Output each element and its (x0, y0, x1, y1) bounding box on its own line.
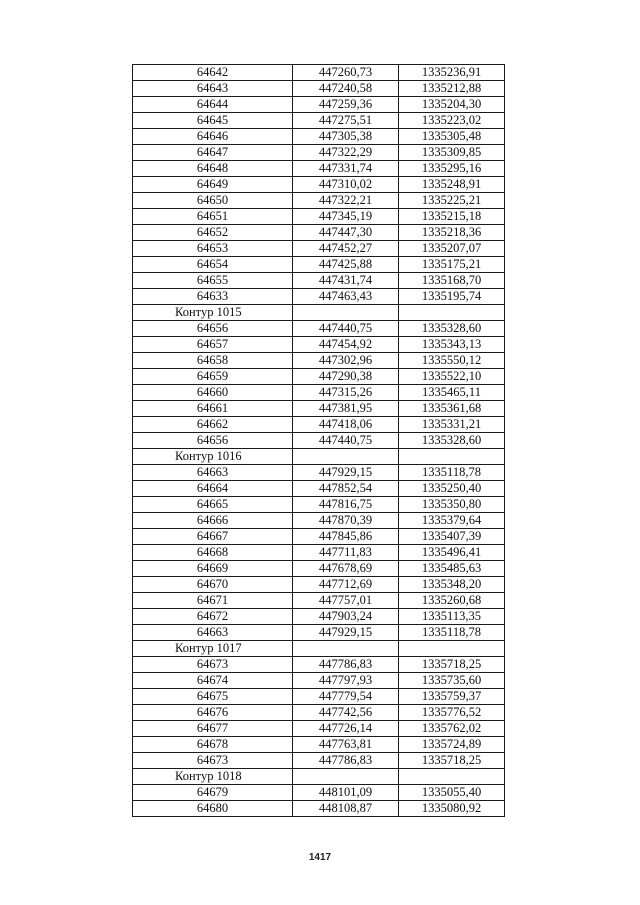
x-coordinate-cell: 447779,54 (293, 689, 399, 705)
x-coordinate-cell: 447275,51 (293, 113, 399, 129)
point-id-cell: 64644 (133, 97, 293, 113)
point-id-cell: 64672 (133, 609, 293, 625)
point-id-cell: 64668 (133, 545, 293, 561)
x-coordinate-cell: 447797,93 (293, 673, 399, 689)
table-row (133, 609, 505, 625)
point-id-cell: 64645 (133, 113, 293, 129)
table-row (133, 145, 505, 161)
y-coordinate-cell: 1335496,41 (399, 545, 505, 561)
coordinates-table-body (133, 65, 505, 817)
table-row (133, 129, 505, 145)
x-coordinate-cell: 447786,83 (293, 657, 399, 673)
x-coordinate-cell: 447240,58 (293, 81, 399, 97)
point-id-cell: 64675 (133, 689, 293, 705)
contour-label: Контур 1017 (133, 641, 293, 657)
table-row (133, 289, 505, 305)
table-row (133, 529, 505, 545)
table-row (133, 81, 505, 97)
y-coordinate-cell: 1335295,16 (399, 161, 505, 177)
table-row (133, 257, 505, 273)
y-coordinate-cell: 1335718,25 (399, 657, 505, 673)
x-coordinate-cell: 447322,29 (293, 145, 399, 161)
empty-cell (293, 641, 399, 657)
y-coordinate-cell: 1335348,20 (399, 577, 505, 593)
x-coordinate-cell: 447452,27 (293, 241, 399, 257)
table-row (133, 657, 505, 673)
table-row (133, 689, 505, 705)
table-row (133, 65, 505, 81)
x-coordinate-cell: 447331,74 (293, 161, 399, 177)
y-coordinate-cell: 1335212,88 (399, 81, 505, 97)
point-id-cell: 64653 (133, 241, 293, 257)
x-coordinate-cell: 447763,81 (293, 737, 399, 753)
point-id-cell: 64655 (133, 273, 293, 289)
y-coordinate-cell: 1335215,18 (399, 209, 505, 225)
point-id-cell: 64679 (133, 785, 293, 801)
table-row (133, 721, 505, 737)
point-id-cell: 64674 (133, 673, 293, 689)
point-id-cell: 64661 (133, 401, 293, 417)
table-row (133, 225, 505, 241)
x-coordinate-cell: 447302,96 (293, 353, 399, 369)
x-coordinate-cell: 447290,38 (293, 369, 399, 385)
table-row (133, 577, 505, 593)
empty-cell (293, 305, 399, 321)
table-row (133, 177, 505, 193)
y-coordinate-cell: 1335328,60 (399, 433, 505, 449)
x-coordinate-cell: 447440,75 (293, 321, 399, 337)
x-coordinate-cell: 447431,74 (293, 273, 399, 289)
y-coordinate-cell: 1335113,35 (399, 609, 505, 625)
point-id-cell: 64673 (133, 753, 293, 769)
point-id-cell: 64680 (133, 801, 293, 817)
table-row (133, 705, 505, 721)
point-id-cell: 64669 (133, 561, 293, 577)
point-id-cell: 64664 (133, 481, 293, 497)
point-id-cell: 64673 (133, 657, 293, 673)
table-row (133, 273, 505, 289)
x-coordinate-cell: 447425,88 (293, 257, 399, 273)
y-coordinate-cell: 1335361,68 (399, 401, 505, 417)
y-coordinate-cell: 1335776,52 (399, 705, 505, 721)
x-coordinate-cell: 447447,30 (293, 225, 399, 241)
y-coordinate-cell: 1335250,40 (399, 481, 505, 497)
y-coordinate-cell: 1335225,21 (399, 193, 505, 209)
point-id-cell: 64652 (133, 225, 293, 241)
table-row (133, 625, 505, 641)
y-coordinate-cell: 1335735,60 (399, 673, 505, 689)
x-coordinate-cell: 447678,69 (293, 561, 399, 577)
y-coordinate-cell: 1335236,91 (399, 65, 505, 81)
y-coordinate-cell: 1335485,63 (399, 561, 505, 577)
table-row (133, 417, 505, 433)
y-coordinate-cell: 1335718,25 (399, 753, 505, 769)
y-coordinate-cell: 1335223,02 (399, 113, 505, 129)
y-coordinate-cell: 1335080,92 (399, 801, 505, 817)
x-coordinate-cell: 447305,38 (293, 129, 399, 145)
y-coordinate-cell: 1335550,12 (399, 353, 505, 369)
y-coordinate-cell: 1335305,48 (399, 129, 505, 145)
point-id-cell: 64667 (133, 529, 293, 545)
point-id-cell: 64662 (133, 417, 293, 433)
table-row (133, 97, 505, 113)
x-coordinate-cell: 447870,39 (293, 513, 399, 529)
x-coordinate-cell: 447322,21 (293, 193, 399, 209)
y-coordinate-cell: 1335204,30 (399, 97, 505, 113)
y-coordinate-cell: 1335328,60 (399, 321, 505, 337)
empty-cell (399, 769, 505, 785)
coordinates-table (132, 64, 505, 817)
table-row (133, 801, 505, 817)
table-row (133, 337, 505, 353)
x-coordinate-cell: 447929,15 (293, 625, 399, 641)
y-coordinate-cell: 1335175,21 (399, 257, 505, 273)
y-coordinate-cell: 1335465,11 (399, 385, 505, 401)
table-row (133, 401, 505, 417)
table-row (133, 193, 505, 209)
point-id-cell: 64649 (133, 177, 293, 193)
table-row (133, 161, 505, 177)
x-coordinate-cell: 447757,01 (293, 593, 399, 609)
point-id-cell: 64677 (133, 721, 293, 737)
page-number: 1417 (308, 852, 332, 863)
contour-label: Контур 1018 (133, 769, 293, 785)
point-id-cell: 64670 (133, 577, 293, 593)
empty-cell (293, 449, 399, 465)
table-row (133, 241, 505, 257)
table-row (133, 209, 505, 225)
x-coordinate-cell: 447903,24 (293, 609, 399, 625)
y-coordinate-cell: 1335379,64 (399, 513, 505, 529)
y-coordinate-cell: 1335407,39 (399, 529, 505, 545)
x-coordinate-cell: 448101,09 (293, 785, 399, 801)
point-id-cell: 64643 (133, 81, 293, 97)
table-row (133, 673, 505, 689)
contour-header-row (133, 449, 505, 465)
contour-header-row (133, 641, 505, 657)
contour-label: Контур 1015 (133, 305, 293, 321)
x-coordinate-cell: 447259,36 (293, 97, 399, 113)
y-coordinate-cell: 1335331,21 (399, 417, 505, 433)
table-row (133, 737, 505, 753)
x-coordinate-cell: 447440,75 (293, 433, 399, 449)
y-coordinate-cell: 1335055,40 (399, 785, 505, 801)
table-row (133, 481, 505, 497)
x-coordinate-cell: 447260,73 (293, 65, 399, 81)
point-id-cell: 64665 (133, 497, 293, 513)
table-row (133, 561, 505, 577)
x-coordinate-cell: 447418,06 (293, 417, 399, 433)
y-coordinate-cell: 1335762,02 (399, 721, 505, 737)
y-coordinate-cell: 1335260,68 (399, 593, 505, 609)
y-coordinate-cell: 1335309,85 (399, 145, 505, 161)
y-coordinate-cell: 1335343,13 (399, 337, 505, 353)
table-row (133, 385, 505, 401)
point-id-cell: 64646 (133, 129, 293, 145)
y-coordinate-cell: 1335118,78 (399, 625, 505, 641)
table-row (133, 353, 505, 369)
table-row (133, 753, 505, 769)
empty-cell (399, 449, 505, 465)
table-row (133, 369, 505, 385)
x-coordinate-cell: 447852,54 (293, 481, 399, 497)
x-coordinate-cell: 447463,43 (293, 289, 399, 305)
x-coordinate-cell: 448108,87 (293, 801, 399, 817)
x-coordinate-cell: 447929,15 (293, 465, 399, 481)
table-row (133, 593, 505, 609)
x-coordinate-cell: 447315,26 (293, 385, 399, 401)
x-coordinate-cell: 447742,56 (293, 705, 399, 721)
point-id-cell: 64663 (133, 625, 293, 641)
point-id-cell: 64648 (133, 161, 293, 177)
point-id-cell: 64656 (133, 433, 293, 449)
y-coordinate-cell: 1335195,74 (399, 289, 505, 305)
point-id-cell: 64633 (133, 289, 293, 305)
point-id-cell: 64654 (133, 257, 293, 273)
y-coordinate-cell: 1335759,37 (399, 689, 505, 705)
table-row (133, 465, 505, 481)
x-coordinate-cell: 447711,83 (293, 545, 399, 561)
x-coordinate-cell: 447786,83 (293, 753, 399, 769)
contour-label: Контур 1016 (133, 449, 293, 465)
point-id-cell: 64647 (133, 145, 293, 161)
point-id-cell: 64642 (133, 65, 293, 81)
y-coordinate-cell: 1335724,89 (399, 737, 505, 753)
x-coordinate-cell: 447845,86 (293, 529, 399, 545)
x-coordinate-cell: 447381,95 (293, 401, 399, 417)
x-coordinate-cell: 447310,02 (293, 177, 399, 193)
y-coordinate-cell: 1335350,80 (399, 497, 505, 513)
table-row (133, 433, 505, 449)
x-coordinate-cell: 447454,92 (293, 337, 399, 353)
x-coordinate-cell: 447712,69 (293, 577, 399, 593)
x-coordinate-cell: 447345,19 (293, 209, 399, 225)
x-coordinate-cell: 447726,14 (293, 721, 399, 737)
point-id-cell: 64650 (133, 193, 293, 209)
table-row (133, 321, 505, 337)
y-coordinate-cell: 1335168,70 (399, 273, 505, 289)
contour-header-row (133, 305, 505, 321)
table-row (133, 113, 505, 129)
table-row (133, 513, 505, 529)
point-id-cell: 64666 (133, 513, 293, 529)
y-coordinate-cell: 1335218,36 (399, 225, 505, 241)
empty-cell (293, 769, 399, 785)
contour-header-row (133, 769, 505, 785)
point-id-cell: 64660 (133, 385, 293, 401)
point-id-cell: 64676 (133, 705, 293, 721)
point-id-cell: 64671 (133, 593, 293, 609)
y-coordinate-cell: 1335248,91 (399, 177, 505, 193)
x-coordinate-cell: 447816,75 (293, 497, 399, 513)
point-id-cell: 64658 (133, 353, 293, 369)
point-id-cell: 64657 (133, 337, 293, 353)
point-id-cell: 64678 (133, 737, 293, 753)
table-row (133, 785, 505, 801)
table-row (133, 545, 505, 561)
point-id-cell: 64656 (133, 321, 293, 337)
empty-cell (399, 641, 505, 657)
point-id-cell: 64663 (133, 465, 293, 481)
empty-cell (399, 305, 505, 321)
table-row (133, 497, 505, 513)
point-id-cell: 64651 (133, 209, 293, 225)
point-id-cell: 64659 (133, 369, 293, 385)
y-coordinate-cell: 1335207,07 (399, 241, 505, 257)
y-coordinate-cell: 1335118,78 (399, 465, 505, 481)
y-coordinate-cell: 1335522,10 (399, 369, 505, 385)
